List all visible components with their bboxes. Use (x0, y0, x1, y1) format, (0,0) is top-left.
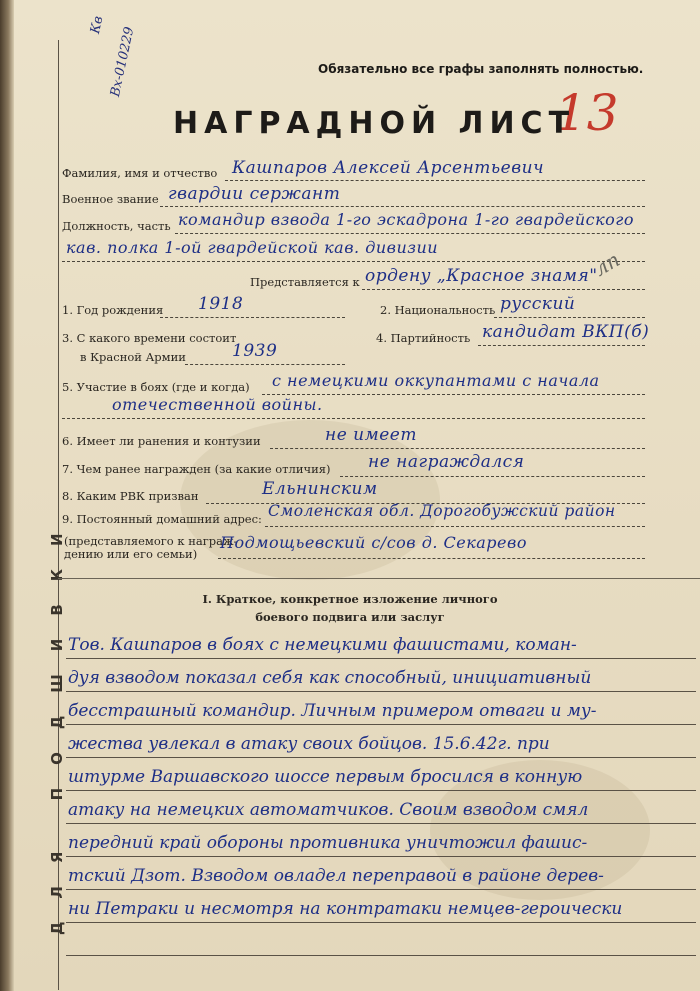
rank-line (160, 206, 645, 207)
rank-label: Военное звание (62, 192, 159, 206)
service-since-label-line2: в Красной Армии (80, 350, 186, 364)
ruled-line (66, 724, 696, 725)
prior-awards-value: не награждался (368, 452, 525, 472)
award-line (362, 289, 645, 290)
ruled-line (66, 790, 696, 791)
ruled-line (66, 757, 696, 758)
nationality-value: русский (500, 294, 576, 314)
ruled-line (66, 856, 696, 857)
section-heading-line1: I. Краткое, конкретное изложение личного (202, 592, 498, 606)
address-label-line3: дению или его семьи) (64, 547, 198, 561)
page-title: НАГРАДНОЙ ЛИСТ (173, 106, 576, 141)
address-label-line2: (представляемого к награж- (64, 534, 238, 548)
narrative-line-8: тский Дзот. Взводом овладел переправой в районе дерев- (68, 866, 604, 886)
prior-awards-line (340, 476, 645, 477)
ruled-line (66, 691, 696, 692)
position-line (175, 233, 645, 234)
party-line (478, 345, 645, 346)
battles-value-line1: с немецкими оккупантами с начала (272, 371, 600, 390)
address-label: 9. Постоянный домашний адрес: (62, 512, 262, 526)
section-heading-line2: боевого подвига или заслуг (255, 610, 445, 624)
award-value: ордену „Красное знамя" (365, 266, 598, 286)
narrative-line-2: дуя взводом показал себя как способный, инициативный (68, 668, 592, 688)
position-label: Должность, часть (62, 219, 171, 233)
battles-label: 5. Участие в боях (где и когда) (62, 380, 250, 394)
archive-mark-line2: Вх-010229 (108, 25, 138, 99)
name-value: Кашпаров Алексей Арсентьевич (232, 158, 545, 178)
award-sheet-page: ДЛЯ ПОДШИВКИ Кв Вх-010229 13 Обязательно все графы заполнять полностью. НАГРАДНОЙ ЛИСТ Фамилия, имя и отчество Кашпаров Алексей Арсентьевич Военное звание гвардии сержант Должность, часть командир взвода 1-го эскадрона 1-го гвардейского кав. полка 1-ой гвардейской кав. дивизии Представляется к ордену „Красное знамя" лп 1. Год рождения 1918 2. Национальность русский 3. С какого времени состоит в Красной Армии 1939 4. Партийность кандидат ВКП(б) 5. Участие в боях (где и когда) с немецкими оккупантами с начала отечественной войны. 6. Имеет ли ранения и контузии не имеет 7. Чем ранее награжден (за какие отличия) не награждался 8. Каким РВК призван Ельнинским 9. Постоянный домашний адрес: Смоленская обл. Дорогобужский район (представляемого к награж- дению или его семьи) Подмощьевский с/сов д. Секарево I. Краткое, конкретное изложение личного боевого подвига или заслуг Тов. Кашпаров в боях с немецкими фашистами, коман- дуя взводом показал себя как способный, инициативный бесстрашный командир. Личным примером отваги и му- жества увлекал в атаку своих бойцов. 15.6.42г. при штурме Варшавского шоссе первым бросился в конную атаку на немецких автоматчиков. Своим взводом смял передний край обороны противника уничтожил фашис- тский Дзот. Взводом овладел переправой в районе дерев- ни Петраки и несмотря на контратаки немцев-героически (0, 0, 700, 991)
birth-year-label: 1. Год рождения (62, 303, 164, 317)
narrative-line-9: ни Петраки и несмотря на контратаки немцев-героически (68, 899, 623, 919)
section-separator (58, 578, 700, 579)
service-since-label: 3. С какого времени состоит (62, 331, 237, 345)
address-line (265, 526, 645, 527)
nationality-line (494, 317, 645, 318)
ruled-line (66, 823, 696, 824)
rvk-label: 8. Каким РВК призван (62, 489, 199, 503)
narrative-line-1: Тов. Кашпаров в боях с немецкими фашистами, коман- (68, 635, 577, 655)
notice-text: Обязательно все графы заполнять полностью. (318, 62, 644, 76)
party-value: кандидат ВКП(б) (482, 322, 650, 342)
battles-value-line2: отечественной войны. (112, 395, 323, 414)
nationality-label: 2. Национальность (380, 303, 496, 317)
position-value-line1: командир взвода 1-го эскадрона 1-го гвардейского (178, 210, 634, 229)
name-label: Фамилия, имя и отчество (62, 166, 218, 180)
battles-line2 (62, 418, 645, 419)
address-value-line2: Подмощьевский с/сов д. Секарево (220, 533, 527, 552)
rank-value: гвардии сержант (168, 184, 341, 204)
ruled-line (66, 658, 696, 659)
prior-awards-label: 7. Чем ранее награжден (за какие отличия) (62, 462, 331, 476)
award-label: Представляется к (250, 275, 360, 289)
service-since-line (185, 364, 345, 365)
wounds-line (270, 448, 645, 449)
narrative-line-6: атаку на немецких автоматчиков. Своим взводом смял (68, 800, 589, 820)
ruled-line (66, 922, 696, 923)
party-label: 4. Партийность (376, 331, 471, 345)
address-value-line1: Смоленская обл. Дорогобужский район (268, 502, 616, 520)
archive-mark-line1: Кв (88, 14, 107, 36)
service-since-value: 1939 (232, 341, 278, 361)
narrative-line-3: бесстрашный командир. Личным примером отваги и му- (68, 701, 597, 721)
narrative-line-7: передний край обороны противника уничтожил фашис- (68, 833, 588, 853)
birth-year-value: 1918 (198, 294, 244, 314)
rvk-value: Ельнинским (262, 479, 378, 499)
wounds-label: 6. Имеет ли ранения и контузии (62, 434, 261, 448)
ruled-line (66, 889, 696, 890)
ruled-line (66, 955, 696, 956)
name-line (225, 180, 645, 181)
narrative-line-5: штурме Варшавского шоссе первым бросился в конную (68, 767, 583, 787)
position-line2 (62, 261, 645, 262)
archive-number-mark: 13 (555, 84, 619, 142)
pencil-mark: лп (589, 247, 624, 281)
narrative-line-4: жества увлекал в атаку своих бойцов. 15.6.42г. при (68, 734, 550, 754)
position-value-line2: кав. полка 1-ой гвардейской кав. дивизии (66, 238, 439, 257)
address-line2 (218, 558, 645, 559)
binding-edge (0, 0, 14, 991)
birth-year-line (160, 317, 345, 318)
wounds-value: не имеет (325, 425, 417, 445)
